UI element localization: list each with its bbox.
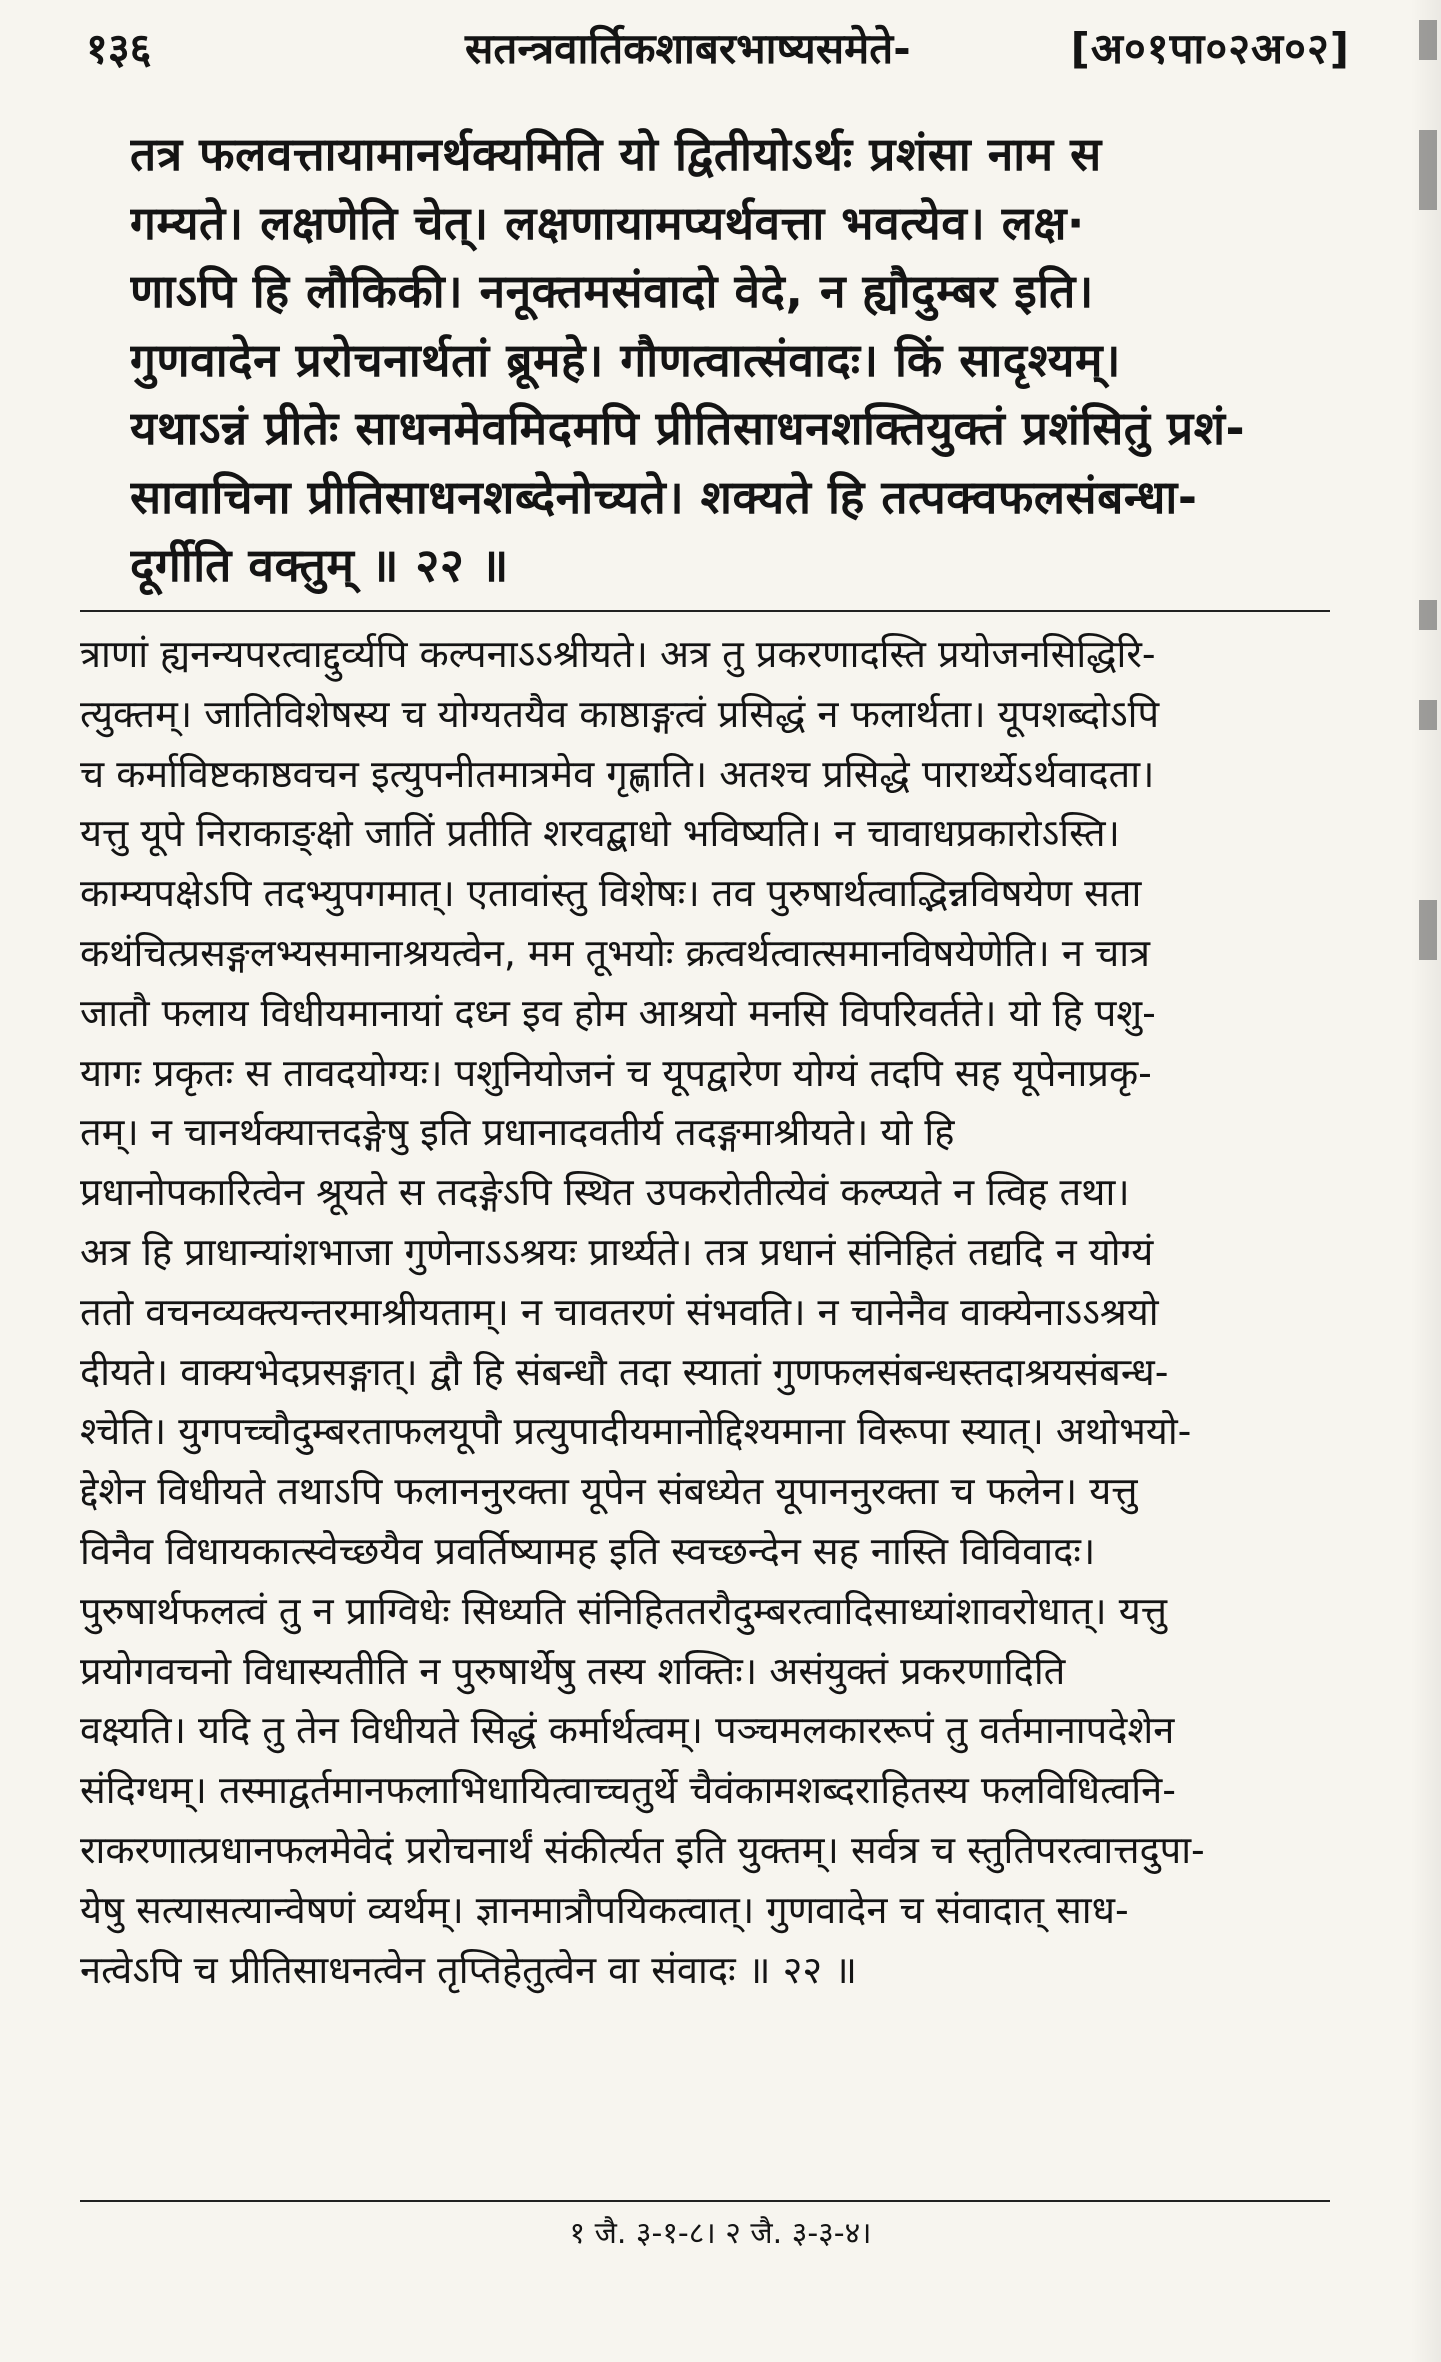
bhashya-line: सावाचिना प्रीतिसाधनशब्देनोच्यते। शक्यते हि तत्पक्वफलसंबन्धा- bbox=[130, 469, 1198, 524]
varttika-line: च कर्माविष्टकाष्ठवचन इत्युपनीतमात्रमेव गृह्णाति। अतश्च प्रसिद्धे पारार्थ्येऽर्थवादता। bbox=[80, 751, 1155, 796]
scan-edge-mark bbox=[1419, 20, 1437, 60]
varttika-line: दीयते। वाक्यभेदप्रसङ्गात्। द्वौ हि संबन्धौ तदा स्यातां गुणफलसंबन्धस्तदाश्रयसंबन्ध- bbox=[80, 1349, 1169, 1394]
running-title: सतन्त्रवार्तिकशाबरभाष्यसमेते- bbox=[465, 24, 911, 73]
page-number: १३६ bbox=[86, 24, 152, 73]
varttika-line: विनैव विधायकात्स्वेच्छयैव प्रवर्तिष्यामह इति स्वच्छन्देन सह नास्ति विविवादः। bbox=[80, 1528, 1096, 1573]
bhashya-text-block bbox=[130, 120, 1270, 600]
bhashya-line: णाऽपि हि लौकिकी। ननूक्तमसंवादो वेदे, न ह्यौदुम्बर इति। bbox=[130, 264, 1094, 318]
scan-edge-mark bbox=[1419, 900, 1437, 960]
varttika-line: काम्यपक्षेऽपि तदभ्युपगमात्। एतावांस्तु विशेषः। तव पुरुषार्थत्वाद्भिन्नविषयेण सता bbox=[80, 871, 1142, 916]
varttika-line: ततो वचनव्यक्त्यन्तरमाश्रीयताम्। न चावतरणं संभवति। न चानेनैव वाक्येनाऽऽश्रयो bbox=[80, 1289, 1159, 1334]
varttika-line: प्रधानोपकारित्वेन श्रूयते स तदङ्गेऽपि स्थित उपकरोतीत्येवं कल्प्यते न त्विह तथा। bbox=[80, 1170, 1130, 1215]
varttika-line: यागः प्रकृतः स तावदयोग्यः। पशुनियोजनं च यूपद्वारेण योग्यं तदपि सह यूपेनाप्रकृ- bbox=[80, 1050, 1152, 1095]
varttika-line: पुरुषार्थफलत्वं तु न प्राग्विधेः सिध्यति संनिहिततरौदुम्बरत्वादिसाध्यांशावरोधात्। यत्तु bbox=[80, 1588, 1168, 1633]
varttika-line: तम्। न चानर्थक्यात्तदङ्गेषु इति प्रधानादवतीर्य तदङ्गमाश्रीयते। यो हि bbox=[80, 1110, 955, 1155]
page-header bbox=[80, 14, 1350, 84]
varttika-line: त्युक्तम्। जातिविशेषस्य च योग्यतयैव काष्ठाङ्गत्वं प्रसिद्धं न फलार्थता। यूपशब्दोऽपि bbox=[80, 691, 1160, 736]
varttika-line: नत्वेऽपि च प्रीतिसाधनत्वेन तृप्तिहेतुत्वेन वा संवादः ॥ २२ ॥ bbox=[80, 1947, 857, 1992]
scan-edge-mark bbox=[1419, 700, 1437, 730]
scan-edge-mark bbox=[1419, 130, 1437, 210]
varttika-text-block bbox=[80, 625, 1340, 2000]
varttika-line: संदिग्धम्। तस्माद्वर्तमानफलाभिधायित्वाच्चतुर्थे चैवंकामशब्दराहितस्य फलविधित्वनि- bbox=[80, 1768, 1176, 1813]
varttika-line: वक्ष्यति। यदि तु तेन विधीयते सिद्धं कर्मार्थत्वम्। पञ्चमलकाररूपं तु वर्तमानापदेशेन bbox=[80, 1708, 1175, 1753]
section-reference: [अ०१पा०२अ०२] bbox=[1070, 24, 1350, 73]
varttika-line: द्देशेन विधीयते तथाऽपि फलाननुरक्ता यूपेन संबध्येत यूपाननुरक्ता च फलेन। यत्तु bbox=[80, 1469, 1138, 1514]
bhashya-line: तत्र फलवत्तायामानर्थक्यमिति यो द्वितीयोऽर्थः प्रशंसा नाम स bbox=[130, 127, 1102, 181]
varttika-line: प्रयोगवचनो विधास्यतीति न पुरुषार्थेषु तस्य शक्तिः। असंयुक्तं प्रकरणादिति bbox=[80, 1648, 1066, 1693]
bhashya-line: गुणवादेन प्ररोचनार्थतां ब्रूमहे। गौणत्वात्संवादः। किं सादृश्यम्। bbox=[130, 332, 1121, 387]
bhashya-line: दूर्गीति वक्तुम् ॥ २२ ॥ bbox=[130, 538, 509, 592]
footnote-divider bbox=[80, 2200, 1330, 2202]
section-divider bbox=[80, 610, 1330, 612]
varttika-line: यत्तु यूपे निराकाङ्क्षो जातिं प्रतीति शरवद्बाधो भविष्यति। न चावाधप्रकारोऽस्ति। bbox=[80, 811, 1120, 856]
varttika-line: येषु सत्यासत्यान्वेषणं व्यर्थम्। ज्ञानमात्रौपयिकत्वात्। गुणवादेन च संवादात् साध- bbox=[80, 1887, 1129, 1932]
scan-edge-mark bbox=[1419, 600, 1437, 630]
varttika-line: त्राणां ह्यनन्यपरत्वाद्दुर्व्यपि कल्पनाऽऽश्रीयते। अत्र तु प्रकरणादस्ति प्रयोजनसिद्धिरि- bbox=[80, 632, 1156, 676]
varttika-line: राकरणात्प्रधानफलमेवेदं प्ररोचनार्थं संकीर्त्यत इति युक्तम्। सर्वत्र च स्तुतिपरत्वात्तदुपा- bbox=[80, 1827, 1205, 1872]
varttika-line: श्चेति। युगपच्चौदुम्बरताफलयूपौ प्रत्युपादीयमानोद्दिश्यमाना विरूपा स्यात्। अथोभयो- bbox=[80, 1409, 1192, 1454]
bhashya-line: यथाऽन्नं प्रीतेः साधनमेवमिदमपि प्रीतिसाधनशक्तियुक्तं प्रशंसितुं प्रशं- bbox=[130, 401, 1246, 455]
varttika-line: कथंचित्प्रसङ्गलभ्यसमानाश्रयत्वेन, मम तूभयोः क्रत्वर्थत्वात्समानविषयेणेति। न चात्र bbox=[80, 930, 1151, 975]
varttika-line: अत्र हि प्राधान्यांशभाजा गुणेनाऽऽश्रयः प्रार्थ्यते। तत्र प्रधानं संनिहितं तद्यदि न योग्यं bbox=[80, 1229, 1154, 1274]
bhashya-line: गम्यते। लक्षणेति चेत्। लक्षणायामप्यर्थवत्ता भवत्येव। लक्ष· bbox=[130, 195, 1085, 250]
footnote: १ जै. ३-१-८। २ जै. ३-३-४। bbox=[569, 2216, 872, 2251]
varttika-line: जातौ फलाय विधीयमानायां दध्न इव होम आश्रयो मनसि विपरिवर्तते। यो हि पशु- bbox=[80, 990, 1156, 1035]
scan-edge bbox=[1411, 0, 1441, 2362]
